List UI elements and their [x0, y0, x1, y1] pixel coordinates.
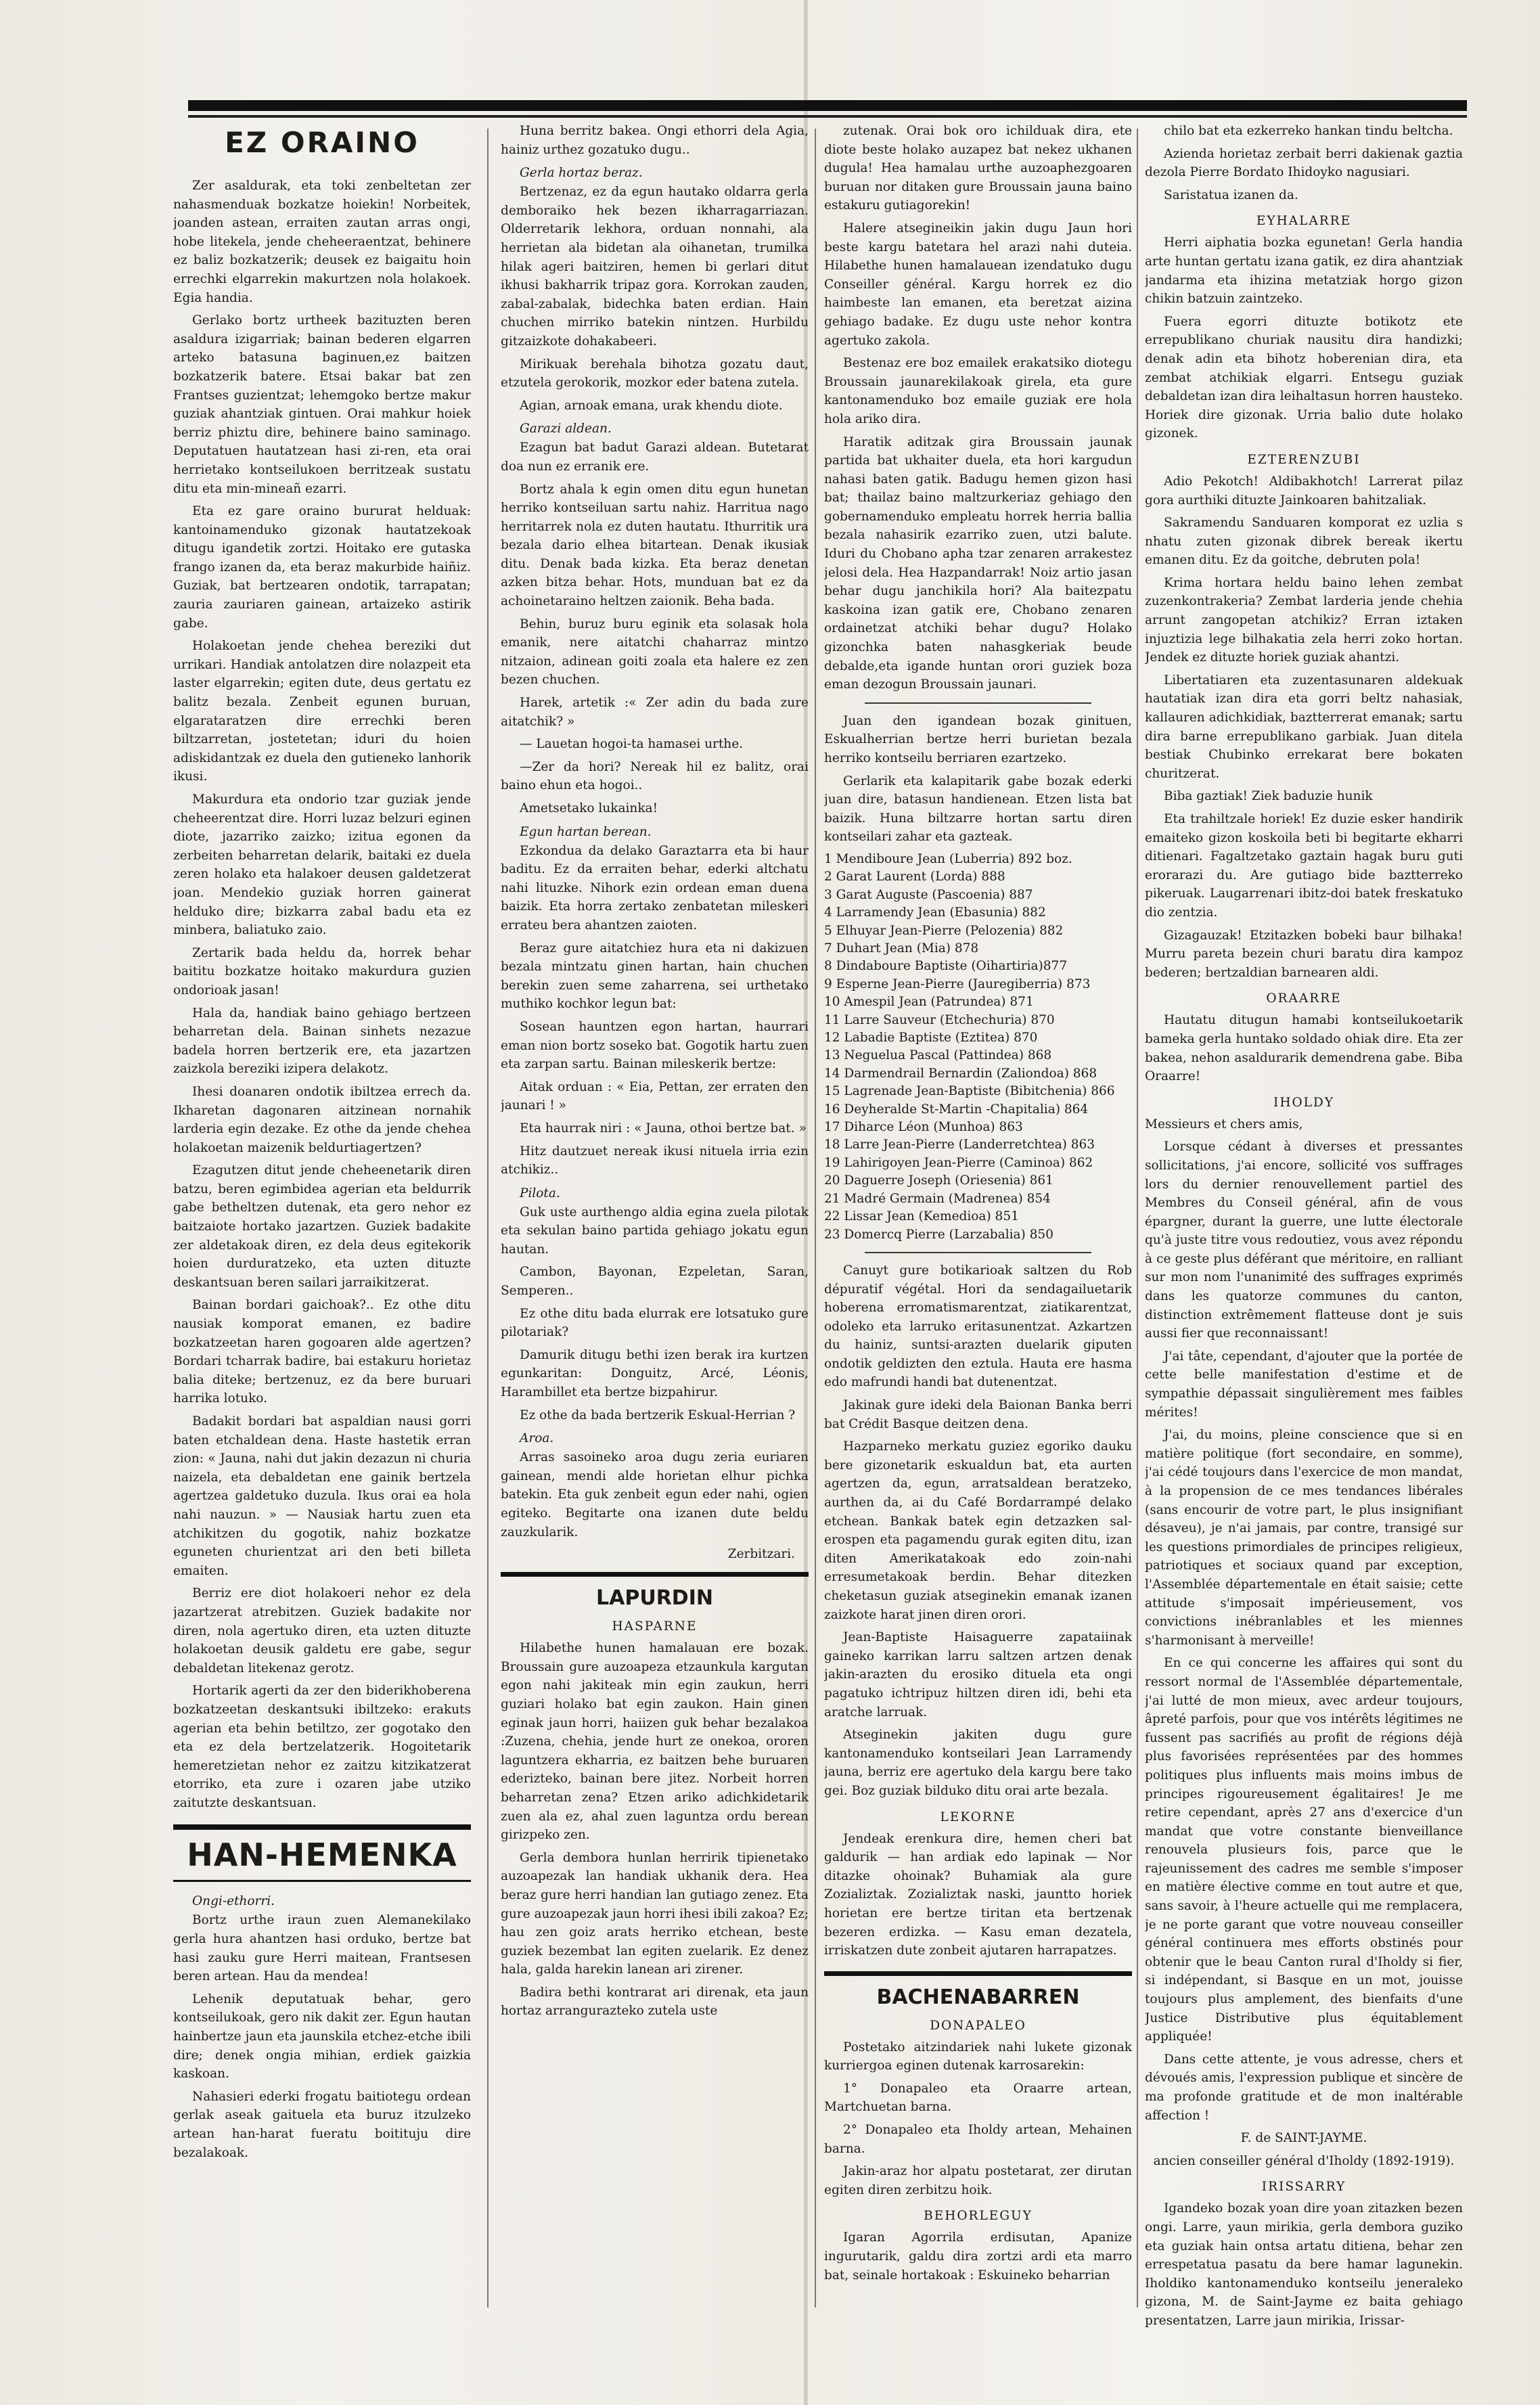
list-item: 4 Larramendy Jean (Ebasunia) 882 — [824, 905, 1046, 920]
article-body — [824, 2038, 1132, 2200]
article-body — [501, 1639, 809, 2021]
paragraph: Adio Pekotch! Aldibakhotch! Larrerat pilaz gora aurthiki dituzte Jainkoaren bahitzaliak. — [1145, 474, 1463, 508]
paragraph: zutenak. Orai bok oro ichilduak dira, ete diote beste holako auzapez bat nekez ukhanen dugula! Hea hamalau urthe auzoaphezgoaren buruan nor ditaken gure Broussain jauna baino estakuru gutiagorekin! — [824, 124, 1132, 213]
signature-role: ancien conseiller général d'Iholdy (1892-1919). — [1153, 2153, 1455, 2168]
list-item: 7 Duhart Jean (Mia) 878 — [824, 941, 979, 956]
paragraph: Biba gaztiak! Ziek baduzie hunik — [1164, 789, 1373, 804]
town-heading: ORAARRE — [1266, 991, 1342, 1006]
paragraph: Igandeko bozak yoan dire yoan zitazken bezen ongi. Larre, yaun mirikia, gerla dembora guziko eta guziak hain ontsa artatu ditiena, behar zen errespetatua pasatu da bere hamar lagunekin. Iholdiko kantonamenduko kontseilu jeneraleko gizona, M. de Saint-Jayme ez baita gehiago presentatzen, Larre jaun mirikia, Irissar- — [1145, 2201, 1463, 2328]
paragraph: Saristatua izanen da. — [1164, 187, 1298, 202]
section-heading: BACHENABARREN — [824, 1971, 1132, 2009]
list-item: 9 Esperne Jean-Pierre (Jauregiberria) 873 — [824, 976, 1091, 991]
paragraph: Igaran Agorrila erdisutan, Apanize ingurutarik, galdu dira zortzi ardi eta marro bat, seinale hortakoak : Eskuineko beharrian — [824, 2230, 1132, 2283]
list-item: 22 Lissar Jean (Kemedioa) 851 — [824, 1209, 1019, 1224]
article-body — [824, 1830, 1132, 1960]
paragraph: J'ai tâte, cependant, d'ajouter que la portée de cette belle manifestation d'estime et de sympathie dépassait singulièrement mes faibles mérites! — [1145, 1349, 1463, 1420]
list-item: 3 Garat Auguste (Pascoenia) 887 — [824, 887, 1033, 902]
paragraph: Lehenik deputatuak behar, gero kontseilukoak, gero nik dakit zer. Egun hautan hainbertze jaun eta jaunskila etchez-etche ibili dire; denek ongia mihian, erdiek gaizkia kaskoan. — [173, 1992, 471, 2082]
paragraph: Makurdura eta ondorio tzar guziak jende cheheerentzat dire. Horri luzaz belzuri eginen diote, jazarriko zaizko; izitua egonen da zerbeiten beharretan delarik, baitaki ez duela zeren holako eta halakoer deusen galdetzerat joan. Mendekio guziak horren gainerat helduko dire; bizkarra zabal badu eta ez minbera, baliatuko zaio. — [173, 792, 471, 938]
paragraph: Eta ez gare oraino bururat helduak: kantoinamenduko gizonak hautatzekoak ditugu igandetik zortzi. Hoitako ere gutaska frango izanen da, eta beraz makurbide haiñiz. Guziak, bat bertzearen ondotik, tarrapatan; zauria zauriaren gainean, artaizeko astirik gabe. — [173, 504, 471, 631]
paragraph: Ez othe da bada bertzerik Eskual-Herrian ? — [520, 1408, 796, 1422]
divider — [865, 1252, 1091, 1253]
subheading: Pilota. — [520, 1186, 560, 1200]
paragraph: Holakoetan jende chehea bereziki dut urrikari. Handiak antolatzen dire nolazpeit eta laster elgarrekin; egiten dute, deus gertatu ez balitz bezala. Zenbeit egunen buruan, elgarataratzen dire errechki beren biltzarretan, jostetetan; iduri du hoien adiskidantzak ez duela den gutieneko lanhorik ikusi. — [173, 639, 471, 784]
paragraph: Huna berritz bakea. Ongi ethorri dela Agia, hainiz urthez gozatuko dugu.. — [501, 124, 809, 157]
town-heading: DONAPALEO — [930, 2018, 1026, 2033]
article-body — [1145, 472, 1463, 982]
list-item: 8 Dindaboure Baptiste (Oihartiria)877 — [824, 959, 1068, 974]
paragraph: Berriz ere diot holakoeri nehor ez dela jazartzerat atrebitzen. Guziek badakite nor diren, nola agertuko diren, eta uzten dituzte holakoetan deusik galdetu ere gabe, segur debaldetan litekenaz gerotz. — [173, 1586, 471, 1676]
town-heading: IRISSARRY — [1261, 2180, 1346, 2195]
column-3 — [824, 122, 1132, 2375]
paragraph: Haratik aditzak gira Broussain jaunak partida bat ukhaiter duela, eta hori kargudun nahasi baten gatik. Badugu hemen gizon hasi bat; thailaz baino maltzurkeriaz gehiago den gobernamenduko empleatu horrek herria ballia bezala nahasirik ezarriko zuen, utzi balute. Iduri du Chobano apha tzar zenaren arrakestez jelosi dela. Hea Hazpandarrak! Noiz artio jasan behar dugu janchikila hori? Ala baitezpatu kaskoina izan gatik ere, Chobano zenaren ordainetzat atchiki behar dugu? Holako gizonchka baten nahasgkeriak beude debalde,eta igande huntan orori guziek boza eman dezogun Broussain jaunari. — [824, 434, 1132, 692]
section-heading: LAPURDIN — [501, 1572, 809, 1610]
paragraph: Cambon, Bayonan, Ezpeletan, Saran, Semperen.. — [501, 1265, 809, 1299]
paragraph: En ce qui concerne les affaires qui sont du ressort normal de l'Assemblée départementale, j'ai lutté de mon mieux, avec ardeur toujours, âpreté parfois, pour que vos intérêts légitimes ne fussent pas sacrifiés au profit de régions déjà plus favorisées représentées par des hommes politiques plus influents mais moins imbus de principes rigoureusement égalitaires! Je me retire cependant, après 27 ans d'exercice d'un mandat que votre constante bienveillance renouvela plusieurs fois, parce que le rajeunissement des cadres me semble s'imposer en matière élective comme en tout autre et que, sans savoir, à l'heure actuelle qui me remplacera, je ne porte garant que votre nouveau conseiller général continuera mes efforts obstinés pour obtenir que le beau Canton rural d'Iholdy si fier, si indépendant, si Basque en un mot, jouisse toujours plus amplement, des bienfaits d'une Justice Distributive plus équitablement appliquée! — [1145, 1656, 1463, 2044]
town-heading: EYHALARRE — [1256, 214, 1352, 229]
article-body — [824, 122, 1132, 694]
list-item: 5 Elhuyar Jean-Pierre (Pelozenia) 882 — [824, 923, 1064, 938]
list-item: 12 Labadie Baptiste (Eztitea) 870 — [824, 1031, 1038, 1046]
paragraph: Bortz ahala k egin omen ditu egun hunetan herriko kontseiluan sartu nahiz. Harritua nago herritarrek nola ez duten hautatu. Ithurritik ura bezala dario elhea bitartean. Denak ikusiak ditu. Denak bada kizka. Eta beraz denetan azken bitza behar. Hots, munduan bat ez da achoinetaraino heltzen zaionik. Beha bada. — [501, 482, 809, 609]
list-item: 21 Madré Germain (Madrenea) 854 — [824, 1191, 1051, 1206]
paragraph: Bortz urthe iraun zuen Alemanekilako gerla hura ahantzen hasi orduko, bertze bat hasi zauku gure Herri maitean, Frantsesen beren artean. Hau da mendea! — [173, 1913, 471, 1984]
article-body — [824, 712, 1132, 847]
paragraph: Beraz gure aitatchiez hura eta ni dakizuen bezala mintzatu ginen hartan, hain chuchen berekin zuen seme zaharrena, sei urthetako muthiko kochkor legun bat: — [501, 941, 809, 1012]
paragraph: Ihesi doanaren ondotik ibiltzea errech da. Ikharetan dagonaren aitzinean nornahik larderia egin dezake. Ez othe da jende chehea holakoetan maizenik beldurtiagertzen? — [173, 1084, 471, 1155]
article-body — [173, 177, 471, 1812]
letter-greeting: Messieurs et chers amis, — [1145, 1117, 1303, 1131]
article-body — [1145, 1138, 1463, 2125]
paragraph: Ezagutzen ditut jende cheheenetarik diren batzu, beren egimbidea agerian eta beldurrik gabe betheltzen dutenak, eta gero nehor ez baitzaiote hortako jazartzen. Guziek badakite zer aldetakoak diren, ez dela deus egitekorik hoien durduratzeko, eta uzten dituzte deskantsuan beren sailari jarraikitzerat. — [173, 1163, 471, 1290]
paragraph: Bestenaz ere boz emailek erakatsiko diotegu Broussain jaunarekilakoak girela, eta gure kantonamenduko boz emaile guziak ere hola hola ariko dira. — [824, 356, 1132, 426]
paragraph: Zertarik bada heldu da, horrek behar baititu bozkatze hoitako makurdura guzien ondorioak jasan! — [173, 945, 471, 997]
list-item: 15 Lagrenade Jean-Baptiste (Bibitchenia) 866 — [824, 1084, 1115, 1099]
paragraph: Azienda horietaz zerbait berri dakienak gaztia dezola Pierre Bordato Ihidoyko nagusiari. — [1145, 146, 1463, 180]
paragraph: Jakinak gure ideki dela Baionan Banka berri bat Crédit Basque deitzen dena. — [824, 1398, 1132, 1431]
town-heading: LEKORNE — [940, 1810, 1016, 1824]
paragraph: Sakramendu Sanduaren komporat ez uzlia s nhatu zuten gizonak dibrek bereak ikertu emanen ditu. Ez da goitche, debruten pola! — [1145, 516, 1463, 568]
paragraph: Ezkondua da delako Garaztarra eta bi haur baditu. Ez da erraiten behar, ederki altchatu nahi lituzke. Nihork ezin ordean eman duena baizik. Eta horra zertako zenbatetan mileskeri errateu bera ahantzen zaioten. — [501, 843, 809, 932]
paragraph: 2° Donapaleo eta Iholdy artean, Mehainen barna. — [824, 2123, 1132, 2156]
subheading: Gerla hortaz beraz. — [520, 166, 643, 181]
article-body — [173, 1911, 471, 2162]
list-item: 1 Mendiboure Jean (Luberria) 892 boz. — [824, 851, 1072, 866]
town-heading: IHOLDY — [1273, 1095, 1334, 1110]
paragraph: Herri aiphatia bozka egunetan! Gerla handia arte huntan gertatu izana gatik, ez dira ahantziak jandarma eta ihizina metatziak horgo gizon chikin batzuin zaintzeko. — [1145, 235, 1463, 307]
paragraph: Hitz dautzuet nereak ikusi nituela irria ezin atchikiz.. — [501, 1144, 809, 1177]
signature-name: F. de SAINT-JAYME. — [1240, 2131, 1367, 2146]
candidate-list — [824, 851, 1132, 1244]
article-body — [824, 2228, 1132, 2285]
paragraph: Zer asaldurak, eta toki zenbeltetan zer nahasmenduak bozkatze hoiekin! Norbeitek, joanden astean, erraiten zautan arras ongi, hobe litekela, jende cheheeraentzat, behinere ez baliz bozkatzerik; deusek ez baigaitu hoin errechki elgarrekin makurtzen nola holakoek. Egia handia. — [173, 179, 471, 305]
paragraph: Gerlarik eta kalapitarik gabe bozak ederki juan dire, batasun handienean. Etzen lista bat baizik. Huna biltzarre hortan sartu diren kontseilari zahar eta gazteak. — [824, 773, 1132, 845]
column-rule — [1137, 129, 1138, 2308]
paragraph: Ametsetako lukainka! — [520, 801, 658, 815]
divider — [865, 702, 1091, 704]
list-item: 10 Amespil Jean (Patrundea) 871 — [824, 995, 1034, 1010]
paragraph: Behin, buruz buru eginik eta solasak hola emanik, nere aitatchi chaharraz mintzo nitzaion, adinean goiti zoala eta halere ez zen bezen chuchen. — [501, 616, 809, 688]
paragraph: Juan den igandean bozak ginituen, Eskualherrian bertze herri burietan bezala herriko kontseilu berriaren ezartzeko. — [824, 713, 1132, 765]
paragraph: Atseginekin jakiten dugu gure kantonamenduko kontseilari Jean Larramendy jauna, berriz ere agertuko dela kargu bere tako gei. Boz guziak bilduko ditu orai arte bezala. — [824, 1728, 1132, 1798]
town-heading: EZTERENZUBI — [1247, 452, 1361, 467]
paragraph: Ez othe ditu bada elurrak ere lotsatuko gure pilotariak? — [501, 1306, 809, 1340]
paragraph: Lorsque cédant à diverses et pressantes sollicitations, j'ai encore, sollicité vos suffrages lors du dernier renouvellement partiel des Membres du Conseil général, afin de vous épargner, durant la guerre, une lutte électorale qu'à juste titre vous redoutiez, vous avez répondu à ce geste plus déférant que méritoire, en ralliant sur mon nom l'unanimité des suffrages exprimés dans les quatorze communes du canton, distinction extrêmement flatteuse dont je suis aussi fier que reconnaissant! — [1145, 1140, 1463, 1341]
paragraph: Canuyt gure botikarioak saltzen du Rob dépuratif végétal. Hori da sendagailuetarik hoberena erromatismarentzat, ziatikarentzat, odoleko eta larruko eritasunentzat. Azkartzen du hainiz, suntsi-arazten duelarik giputen ondotik geldizten den eztula. Hauta ere hasma edo mafrundi handi bat dutenentzat. — [824, 1263, 1132, 1390]
paragraph: J'ai, du moins, pleine conscience que si en matière politique (fort secondaire, en somme), j'ai cédé toujours dans l'exercice de mon mandat, à la propension de ce mes tendances libérales (sans encourir de votre part, le plus insignifiant désaveu), je n'ai jamais, par contre, transigé sur les questions primordiales de principes religieux, patriotiques et sociaux quand par exception, l'Assemblée départementale en était saisie; cette attitude s'imposait impérieusement, vos convictions inébranlables et les miennes s'harmonisant à merveille! — [1145, 1428, 1463, 1648]
paragraph: Agian, arnoak emana, urak khendu diote. — [520, 398, 783, 413]
town-heading: BEHORLEGUY — [924, 2209, 1033, 2224]
article-body — [1145, 2199, 1463, 2330]
article-body — [1145, 1011, 1463, 1085]
paragraph: Sosean hauntzen egon hartan, haurrari eman nion bortz soseko bat. Gogotik hartu zuen eta zarpan sartu. Bainan mileskerik bertze: — [501, 1019, 809, 1072]
list-item: 20 Daguerre Joseph (Oriesenia) 861 — [824, 1173, 1054, 1188]
paragraph: Nahasieri ederki frogatu baitiotegu ordean gerlak aseak gaituela eta buruz itzulzeko artean han-harat fueratu boitituju dire bezalakoak. — [173, 2089, 471, 2160]
paragraph: Bertzenaz, ez da egun hautako oldarra gerla demboraiko hek bezen ikharragarriazan. Olderretarik lekhora, orduan nonnahi, ala herrietan ala bidetan ala oihanetan, trumilka hilak ageri baitziren, hemen bi gerlari ditut ikhusi bakharrik tripaz gora. Korrokan zauden, zabal-zabalak, bidechka baten erdian. Hain chuchen mirriko batekin nintzen. Hurbildu gitzaizkote dohakabeeri. — [501, 185, 809, 349]
paragraph: Harek, artetik :« Zer adin du bada zure aitatchik? » — [501, 696, 809, 729]
column-rule — [487, 129, 489, 2308]
section-heading: HAN-HEMENKA — [173, 1824, 471, 1882]
list-item: 23 Domercq Pierre (Larzabalia) 850 — [824, 1227, 1054, 1242]
paragraph: Halere atsegineikin jakin dugu Jaun hori beste kargu batetara hel arazi nahi duteia. Hilabethe hunen hamalauean izendatuko dugu Conseiller général. Kargu horrek ez dio haimbeste lan emanen, eta beretzat aizina gehiago badake. Ez dugu uste nehor kontra agertuko zakola. — [824, 221, 1132, 348]
subheading: Garazi aldean. — [520, 422, 612, 436]
paragraph: Gerlako bortz urtheek bazituzten beren asaldura izigarriak; bainan bederen elgarren arteko batasuna baginuen,ez baitzen bozkatzerik batere. Etsai bakar bat zen Frantses guzientzat; lehemgoko bertze makur guziak ahantziak gintuen. Orai mahkur hoiek berriz phiztu dire, behinere baino saminago. Deputatuen hautatzean hasi zi-ren, eta orai herrietako kontseilukoen berritzeak sustatu ditu eta min-mineañ ezarri. — [173, 313, 471, 496]
paragraph: Libertatiaren eta zuzentasunaren aldekuak hautatiak izan dira eta gorri beltz nahasiak, kallauren adichkidiak, baztterrerat emanak; sartu dira barne errepublikano garbiak. Juan ditela bestiak Chubinko errekarat bere bokaten churitzerat. — [1145, 673, 1463, 781]
list-item: 19 Lahirigoyen Jean-Pierre (Caminoa) 862 — [824, 1155, 1093, 1170]
paragraph: Ezagun bat badut Garazi aldean. Butetarat doa nun ez erranik ere. — [501, 441, 809, 474]
column-1 — [173, 122, 471, 2375]
paragraph: Jendeak erenkura dire, hemen cheri bat galdurik — han ardiak edo lapinak — Nor ditazke ohoinak? Buhamiak ala gure Zozializtak. Zozializtak naski, jauntto horiek horietan ere bertze tiritan eta bertzenak bezeren erdizka. — Kasu eman dezatela, irriskatzen dute zonbeit ajutaren harrapatzes. — [824, 1831, 1132, 1958]
paragraph: Hilabethe hunen hamalauan ere bozak. Broussain gure auzoapeza etzaunkula kargutan egon nahi jakiteak min egin zaukun, herri guziari holako bat egin zaukon. Hain ginen eginak jaun horri, haiizen guk behar bezalakoa :Zuzena, chehia, jende hurt ze onekoa, ororen laguntzera ekharria, ez baitzen behe buruaren ederizteko, bainan bere jitez. Norbeit horren beharretan zena? Etzen ariko adichkidetarik zuen ala ez, ahal zuen laguntza ordu berean girizpeko zen. — [501, 1641, 809, 1843]
paragraph: Badira bethi kontrarat ari direnak, eta jaun hortaz arrangurazteko zutela uste — [501, 1985, 809, 2019]
paragraph: Hazparneko merkatu guziez egoriko dauku bere gizonetarik eskualdun bat, eta aurten agertzen da, egun, arratsaldean beratzeko, aurthen da, ai du Café Bordarrampé delako etchean. Bankak batek egin detzazken sal-erospen eta pagamendu gurak egiten ditu, izan diten Amerikatakoak edo zoin-nahi erresumetakoak berdin. Behar ditezken cheketasun guziak atseginekin emanak izanen zaizkote harat jinen diren orori. — [824, 1439, 1132, 1622]
paragraph: — Lauetan hogoi-ta hamasei urthe. — [520, 737, 744, 752]
article-body — [824, 1261, 1132, 1801]
list-item: 13 Neguelua Pascal (Pattindea) 868 — [824, 1048, 1052, 1063]
article-blocks — [501, 166, 809, 1542]
article-body — [1145, 233, 1463, 443]
list-item: 2 Garat Laurent (Lorda) 888 — [824, 870, 1005, 884]
column-4 — [1145, 122, 1463, 2375]
town-heading: HASPARNE — [612, 1619, 698, 1634]
paragraph: Jakin-araz hor alpatu postetarat, zer dirutan egiten diren zerbitzu hoik. — [824, 2164, 1132, 2197]
paragraph: 1° Donapaleo eta Oraarre artean, Martchuetan barna. — [824, 2081, 1132, 2115]
top-rule — [188, 100, 1467, 111]
list-item: 14 Darmendrail Bernardin (Zaliondoa) 868 — [824, 1066, 1097, 1081]
column-2 — [501, 122, 809, 2375]
paragraph: chilo bat eta ezkerreko hankan tindu beltcha. — [1164, 124, 1453, 138]
paragraph: Hautatu ditugun hamabi kontseilukoetarik bameka gerla huntako soldado ohiak dire. Eta zer bakea, nehon asaldurarik demendrena gabe. Biba Oraarre! — [1145, 1013, 1463, 1084]
signature: Zerbitzari. — [727, 1547, 795, 1562]
article-body — [1145, 122, 1463, 204]
list-item: 18 Larre Jean-Pierre (Landerretchtea) 863 — [824, 1138, 1095, 1152]
list-item: 11 Larre Sauveur (Etchechuria) 870 — [824, 1012, 1055, 1027]
list-item: 16 Deyheralde St-Martin -Chapitalia) 864 — [824, 1102, 1089, 1117]
top-rule-thin — [188, 115, 1467, 118]
paragraph: Krima hortara heldu baino lehen zembat zuzenkontrakeria? Zembat larderia jende chehia arrunt zangopetan atchikiz? Erran iztaken injuztizia lege bilhakatia zela herri zoko hortan. Jendek ez dituzte horiek guziak ahantzi. — [1145, 575, 1463, 665]
list-item: 17 Diharce Léon (Munhoa) 863 — [824, 1120, 1023, 1135]
paragraph: Eta haurrak niri : « Jauna, othoi bertze bat. » — [520, 1121, 807, 1136]
paragraph: Fuera egorri dituzte botikotz ete errepublikano churiak nausitu dira handizki; denak adin eta bihotz hoberenian dira, eta zembat atchikiak elgarri. Entsegu guziak debaldetan izan dira leihaltasun horren hausteko. Horiek dire gizonak. Urria balio dute holako gizonek. — [1145, 314, 1463, 441]
paragraph: Eta trahiltzale horiek! Ez duzie esker handirik emaiteko gizon koskoila beti bi begitarte ekharri ditienari. Fagaltzetako gaztain hagak buru guti erorarazi du. Are gutiago bide baztterreko pikeruak. Laugarrenari ibitz-doi batek freskatuko dio zentzia. — [1145, 812, 1463, 920]
paragraph: Hortarik agerti da zer den biderikhoberena bozkatzeetan deskantsuki ibiltzeko: erakuts agerian eta behin betiltzo, zer gogotako den eta ez dela bertzelatzerik. Hogoitetarik hemeretzietan nehor ez zaitzu kitzikatzerat etorriko, eta zure i ozaren jabe utziko zaitutzte deskantsuan. — [173, 1684, 471, 1810]
paragraph: Arras sasoineko aroa dugu zeria euriaren gainean, mendi alde horietan elhur pichka batekin. Eta guk zenbeit egun eder nahi, ogien egiteko. Begitarte ona izanen dute beldu zauzkularik. — [501, 1450, 809, 1539]
column-rule — [815, 129, 816, 2308]
subheading: Ongi-ethorri. — [192, 1894, 275, 1909]
paragraph: Aitak orduan : « Eia, Pettan, zer erraten den jaunari ! » — [501, 1079, 809, 1113]
subheading: Egun hartan berean. — [520, 824, 652, 839]
paragraph: Hala da, handiak baino gehiago bertzeen beharretan dela. Bainan sinhets nezazue badela horren bertzerik ere, eta jazartzen zaizkola bereziki izipera delakotz. — [173, 1006, 471, 1077]
paragraph: Damurik ditugu bethi izen berak ira kurtzen egunkaritan: Donguitz, Arcé, Léonis, Harambillet eta bertze bizpahirur. — [501, 1347, 809, 1400]
subheading: Aroa. — [520, 1431, 554, 1446]
paragraph: Dans cette attente, je vous adresse, chers et dévoués amis, l'expression publique et sincère de ma profonde gratitude et de mon inaltérable affection ! — [1145, 2052, 1463, 2123]
paragraph: —Zer da hori? Nereak hil ez balitz, orai baino ehun eta hogoi.. — [501, 759, 809, 793]
paragraph: Postetako aitzindariek nahi lukete gizonak kurriergoa eginen dutenak karrosarekin: — [824, 2040, 1132, 2073]
paragraph: Gerla dembora hunlan herririk tipienetako auzoapezak lan handiak ukhanik dera. Hea beraz gure herri handian lan gutiago zenez. Eta gure auzoapezak jaun horri ihesi ibili zakoa? Ez; hau zen goiz arats herriko etchean, beste guziek bezembat lan egiten zuelarik. Ez denez hala, galda harekin lanean ari zirener. — [501, 1850, 809, 1977]
paragraph: Mirikuak berehala bihotza gozatu daut, etzutela gerokorik, mozkor eder batena zutela. — [501, 357, 809, 390]
paragraph: Gizagauzak! Etzitazken bobeki baur bilhaka! Murru pareta bezein churi baratu dira kampoz bederen; bertzaldian barnearen aldi. — [1145, 928, 1463, 980]
paragraph: Badakit bordari bat aspaldian nausi gorri baten etchaldean dena. Haste hastetik erran zion: « Jauna, nahi dut jakin dezazun ni churia naizela, eta debaldetan ene gainik bertzela agertzea galdetuko duzula. Ikus orai ea hola nahi nauzun. » — Nausiak hartu zuen eta atchikitzen du gogotik, nahiz bozkatze eguneten churientzat ari den beti billeta emaiten. — [173, 1414, 471, 1578]
paragraph: Jean-Baptiste Haisaguerre zapataiinak gaineko karrikan larru saltzen artzen denak jakin-arazten du erosiko dituela eta ongi pagatuko ichtripuz hiltzen diren idi, behi eta aratche larruak. — [824, 1630, 1132, 1720]
paragraph: Bainan bordari gaichoak?.. Ez othe ditu nausiak komporat emanen, ez badire bozkatzeetan haren gogoaren alde agertzen? Bordari tcharrak badire, bai estakuru horietaz balia diteke; bertzenuz, ez da bere buruari harrika lotuko. — [173, 1298, 471, 1406]
paragraph: Guk uste aurthengo aldia egina zuela pilotak eta sekulan baino partida gehiago jokatu egun hautan. — [501, 1205, 809, 1257]
article-title: EZ ORAINO — [225, 126, 420, 159]
